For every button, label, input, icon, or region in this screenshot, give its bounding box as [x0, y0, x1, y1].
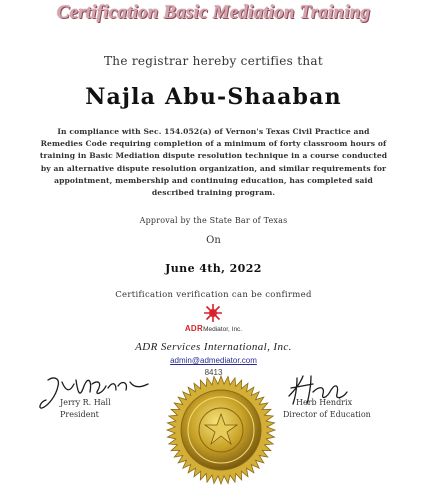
recipient-name: Najla Abu-Shaaban	[85, 84, 342, 110]
compliance-line: by an alternative dispute resolution organization, and similar requirements for	[40, 163, 387, 173]
compliance-line: training in Basic Mediation dispute resolution technique in a course conducted	[39, 151, 388, 161]
compliance-line: Remedies Code requiring completion of a minimum of forty classroom hours of	[40, 139, 387, 149]
verification-line: Certification verification can be confirmed	[115, 290, 312, 300]
approval-line: Approval by the State Bar of Texas	[139, 216, 288, 225]
on-label: On	[206, 235, 221, 246]
adr-mediator-logo	[0, 303, 427, 337]
organization-name: ADR Services International, Inc.	[135, 341, 292, 353]
compliance-line: described training program.	[151, 188, 276, 198]
president-name: Jerry R. Hall	[60, 398, 111, 407]
serial-number: 8413	[204, 368, 223, 377]
compliance-statement	[18, 126, 409, 199]
certificate-title: Certification Basic Mediation Training	[56, 2, 371, 23]
logo-adr-text: ADR	[184, 324, 204, 333]
president-title: President	[60, 410, 99, 419]
certification-date: June 4th, 2022	[165, 262, 262, 275]
adr-mediator-logo-icon	[203, 303, 223, 323]
director-name: Herb Hendrix	[296, 398, 353, 407]
compliance-line: In compliance with Sec. 154.052(a) of Vernon's Texas Civil Practice and	[57, 127, 370, 136]
director-title: Director of Education	[283, 410, 371, 419]
compliance-line: appointment, membership and continuing education, has completed said	[54, 175, 373, 185]
contact-email-link[interactable]: admin@admediator.com	[170, 356, 257, 365]
registrar-line: The registrar hereby certifies that	[104, 54, 323, 68]
gold-seal-icon	[165, 374, 277, 486]
logo-mediator-text: Mediator, Inc.	[203, 326, 243, 333]
